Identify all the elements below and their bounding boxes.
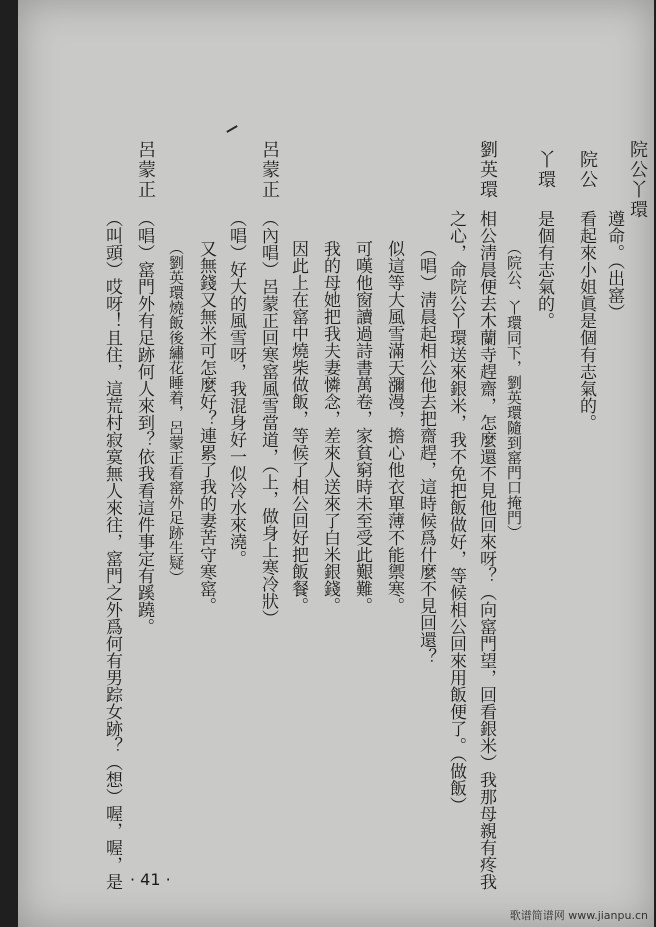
speaker-label: 劉英環 [477, 140, 498, 200]
speaker-label: 丫環 [535, 150, 556, 190]
watermark-text: 歌谱简谱网 www.jianpu.cn [509, 909, 648, 922]
dialogue-line: （內唱）呂蒙正回寒窰風雪當道，（上，做身上寒冷狀） [258, 210, 278, 627]
sung-line: （唱）淸晨起相公他去把齋趕，這時候爲什麼不見回還？ [416, 240, 436, 665]
page-number: · 41 · [130, 870, 171, 889]
speaker-label: 院公丫環 [627, 140, 648, 220]
sung-line: 可嘆他窗讀過詩書萬卷，家貧窮時未至受此艱難。 [352, 240, 372, 614]
sung-line: 似這等大風雪滿天瀰漫，擔心他衣單薄不能禦寒。 [384, 240, 404, 614]
stage-direction: （院公、丫環同下，劉英環隨到窰門口掩門） [505, 240, 523, 540]
speaker-label: 呂蒙正 [135, 140, 156, 200]
dialogue-line: 是個有志氣的。 [534, 210, 554, 329]
sung-line: 又無錢又無米可怎麼好？連累了我的妻苦守寒窰。 [196, 240, 216, 614]
stage-direction: （劉英環燒飯後繡花睡着，呂蒙正看窰外足跡生疑） [167, 240, 185, 585]
dialogue-line: （叫頭）哎呀！且住，這荒村寂寞無人來往，窰門之外爲何有男踪女跡？（想）喔，喔，是 [102, 210, 122, 890]
sung-line: 我的母她把我夫妻憐念，差來人送來了白米銀錢。 [320, 240, 340, 614]
speaker-label: 院公 [577, 150, 598, 190]
dialogue-line: （唱）窰門外有足跡何人來到？依我看這件事定有蹊蹺。 [134, 210, 154, 635]
book-page [18, 0, 654, 927]
dialogue-line: 相公淸晨便去木蘭寺趕齋，怎麼還不見他回來呀？（向窰門望，回看銀米）我那母親有疼我 [476, 210, 496, 890]
sung-line: 因此上在窰中燒柴做飯，等候了相公回好把飯餐。 [288, 240, 308, 614]
sung-line: （唱）好大的風雪呀，我混身好一似冷水來澆。 [226, 210, 246, 567]
speaker-label: 呂蒙正 [259, 140, 280, 200]
dialogue-line: 遵命。（出窰） [604, 210, 624, 321]
dialogue-line: 看起來小姐眞是個有志氣的。 [576, 210, 596, 431]
dialogue-line: 之心，命院公丫環送來銀米，我不免把飯做好，等候相公回來用飯便了。（做飯） [446, 210, 466, 814]
dash-mark [226, 125, 237, 133]
